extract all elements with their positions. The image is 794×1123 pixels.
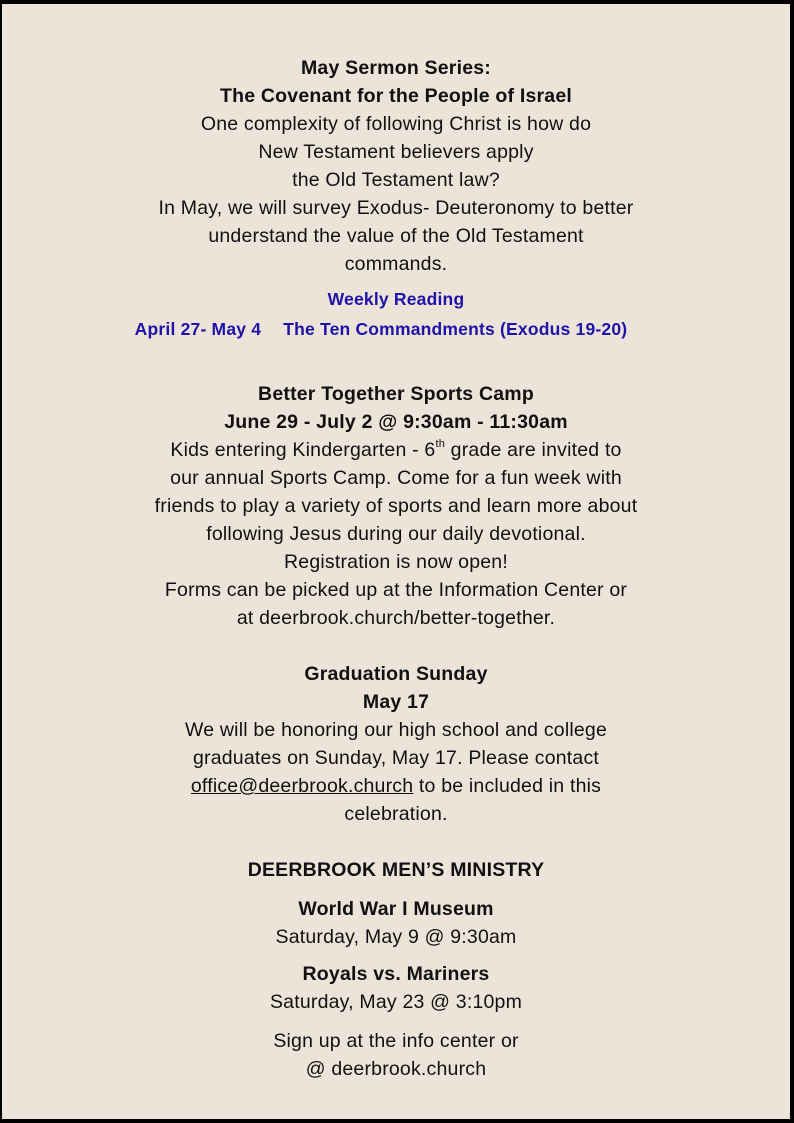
camp-dates: June 29 - July 2 @ 9:30am - 11:30am [224, 411, 568, 433]
graduation-section [2, 660, 790, 828]
camp-body-line: Forms can be picked up at the Information Center or [164, 579, 628, 601]
weekly-reading [2, 286, 790, 342]
sermon-section [2, 54, 790, 278]
sermon-body-line: commands. [344, 253, 448, 275]
camp-line1-post: grade are invited to [445, 439, 622, 461]
office-email-link[interactable]: office@deerbrook.church [190, 775, 414, 797]
camp-line1-pre: Kids entering Kindergarten - 6 [170, 439, 436, 461]
camp-section [2, 380, 790, 632]
sermon-body-line: understand the value of the Old Testament [208, 225, 584, 247]
graduation-date: May 17 [362, 691, 430, 713]
event1-date: Saturday, May 9 @ 9:30am [275, 926, 517, 948]
camp-body-line: Registration is now open! [284, 551, 508, 573]
signup-line: Sign up at the info center or [273, 1030, 519, 1052]
event2-date: Saturday, May 23 @ 3:10pm [269, 991, 523, 1013]
graduation-title: Graduation Sunday [304, 663, 488, 685]
graduation-body-line: We will be honoring our high school and college [184, 719, 608, 741]
camp-body-line: friends to play a variety of sports and learn more about [154, 495, 638, 517]
reading-title: The Ten Commandments (Exodus 19-20) [283, 319, 628, 339]
camp-body-line [2, 436, 790, 464]
weekly-reading-row [0, 316, 790, 342]
graduation-body-line: graduates on Sunday, May 17. Please contact [192, 747, 600, 769]
camp-body-line: our annual Sports Camp. Come for a fun week with [170, 467, 622, 489]
camp-body-line: at deerbrook.church/better-together. [236, 607, 556, 629]
camp-body-line: following Jesus during our daily devotional. [206, 523, 586, 545]
signup-line: @ deerbrook.church [305, 1058, 487, 1080]
camp-line1-sup: th [435, 437, 446, 450]
sermon-heading: May Sermon Series: [300, 57, 491, 79]
event1-title: World War I Museum [298, 898, 494, 920]
camp-title: Better Together Sports Camp [258, 383, 534, 405]
sermon-body-line: the Old Testament law? [292, 169, 500, 191]
graduation-body-line [2, 772, 790, 800]
mens-title: DEERBROOK MEN’S MINISTRY [247, 859, 545, 881]
graduation-email-suffix: to be included in this [413, 775, 602, 797]
reading-dates: April 27- May 4 [134, 319, 262, 339]
weekly-reading-label: Weekly Reading [327, 289, 465, 309]
sermon-body-line: In May, we will survey Exodus- Deuteronomy to better [158, 197, 634, 219]
sermon-title: The Covenant for the People of Israel [220, 85, 572, 107]
sermon-body-line: One complexity of following Christ is how do [200, 113, 592, 135]
event2-title: Royals vs. Mariners [302, 963, 490, 985]
sermon-body-line: New Testament believers apply [258, 141, 534, 163]
mens-ministry-section [2, 856, 790, 1083]
graduation-body-line: celebration. [344, 803, 448, 825]
